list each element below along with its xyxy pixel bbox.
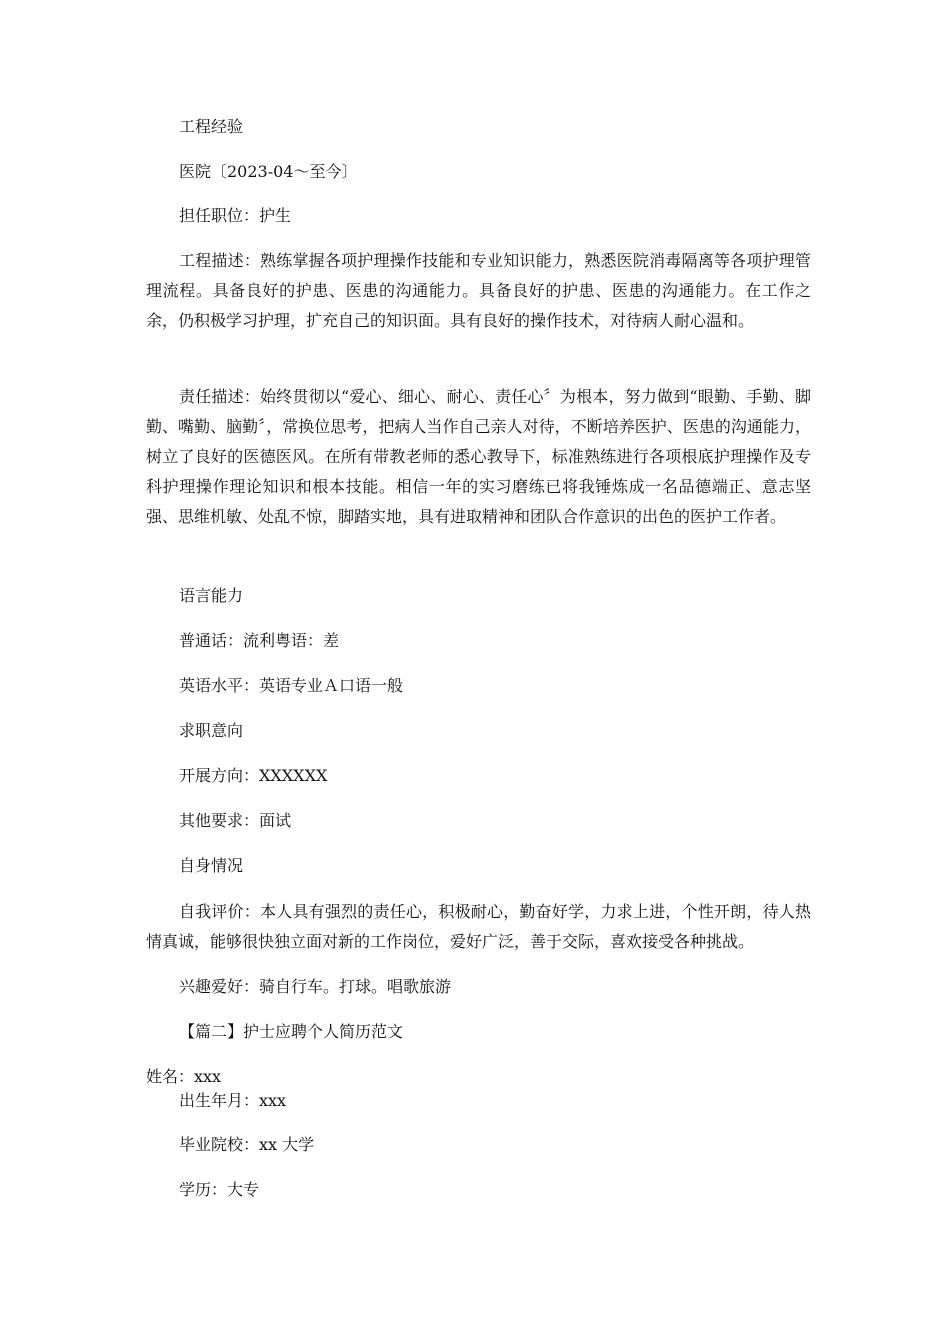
education-line: 学历：大专 bbox=[179, 1180, 260, 1199]
section-heading-self: 自身情况 bbox=[179, 856, 244, 875]
school-line: 毕业院校：xx 大学 bbox=[179, 1135, 315, 1154]
other-requirements-line: 其他要求：面试 bbox=[179, 811, 292, 830]
section-heading-language: 语言能力 bbox=[179, 586, 244, 605]
birth-line: 出生年月：xxx bbox=[179, 1091, 287, 1110]
hospital-line: 医院〔2023-04～至今〕 bbox=[179, 162, 358, 181]
project-description: 工程描述：熟练掌握各项护理操作技能和专业知识能力，熟悉医院消毒隔离等各项护理管理流程。具备良好的护患、医患的沟通能力。具备良好的护患、医患的沟通能力。在工作之余，仍积极学习护理，扩充自己的知识面。具有良好的操作技术，对待病人耐心温和。 bbox=[146, 251, 811, 330]
mandarin-line: 普通话：流利粤语：差 bbox=[179, 631, 340, 650]
section-heading-project-experience: 工程经验 bbox=[179, 117, 244, 136]
direction-line: 开展方向：XXXXXX bbox=[179, 766, 328, 785]
part-two-title: 【篇二】护士应聘个人简历范文 bbox=[179, 1022, 404, 1041]
duty-description: 责任描述：始终贯彻以“爱心、细心、耐心、责任心〞为根本，努力做到“眼勤、手勤、脚勤、嘴勤、脑勤〞，常换位思考，把病人当作自己亲人对待，不断培养医护、医患的沟通能力，树立了良好的医德医风。在所有带教老师的悉心教导下，标准熟练进行各项根底护理操作及专科护理操作理论知识和根本技能。相信一年的实习磨练已将我锤炼成一名品德端正、意志坚强、思维机敏、处乱不惊，脚踏实地，具有进取精神和团队合作意识的出色的医护工作者。 bbox=[146, 387, 811, 526]
hobbies-line: 兴趣爱好：骑自行车。打球。唱歌旅游 bbox=[179, 977, 452, 996]
section-heading-job-intention: 求职意向 bbox=[179, 721, 244, 740]
name-line: 姓名：xxx bbox=[146, 1067, 222, 1086]
position-line: 担任职位：护生 bbox=[179, 206, 292, 225]
self-evaluation: 自我评价：本人具有强烈的责任心，积极耐心，勤奋好学，力求上进，个性开朗，待人热情真诚，能够很快独立面对新的工作岗位，爱好广泛，善于交际，喜欢接受各种挑战。 bbox=[146, 902, 811, 951]
english-line: 英语水平：英语专业Ａ口语一般 bbox=[179, 676, 404, 695]
